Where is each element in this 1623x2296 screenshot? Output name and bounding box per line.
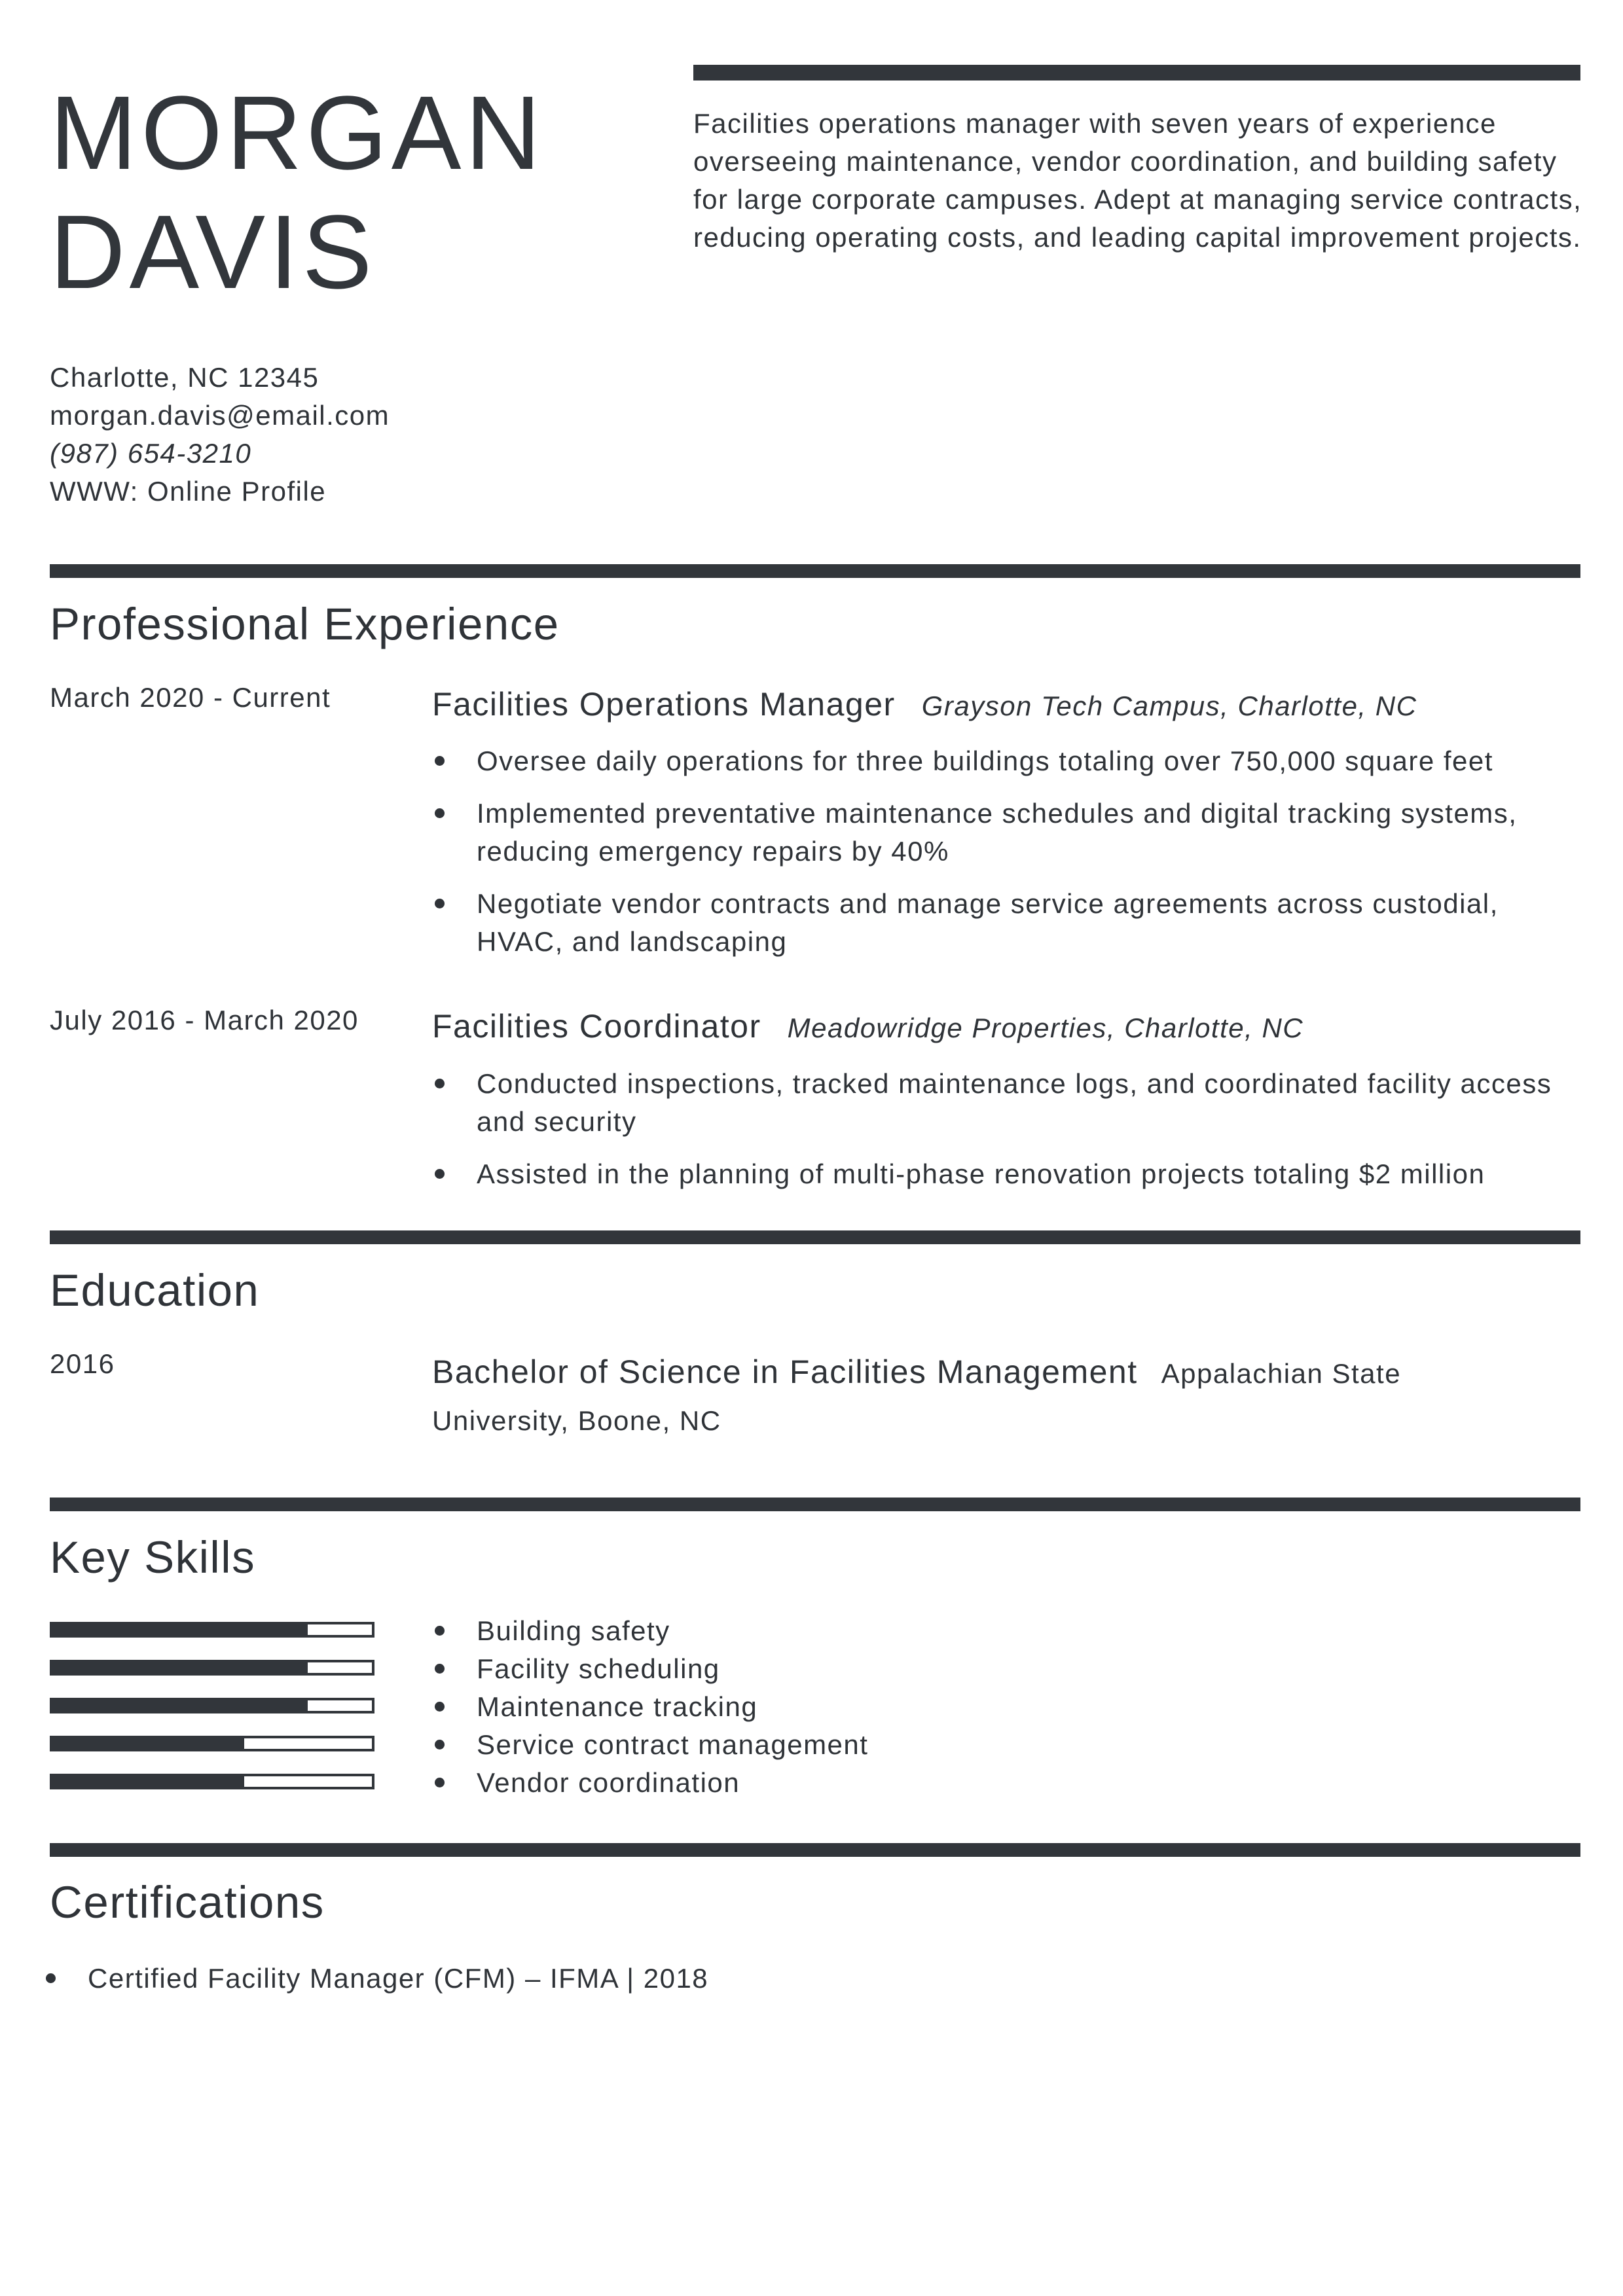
contact-email[interactable]: morgan.davis@email.com	[50, 400, 390, 431]
experience-section-title: Professional Experience	[50, 599, 560, 649]
job-1-bullet-list	[432, 742, 1584, 961]
education-school: Appalachian State University, Boone, NC	[432, 1358, 1402, 1436]
education-year: 2016	[50, 1348, 115, 1379]
job-1-heading	[432, 685, 1417, 723]
skills-section-title: Key Skills	[50, 1532, 256, 1583]
job-2-bullet: Assisted in the planning of multi-phase renovation projects totaling $2 million	[432, 1155, 1558, 1193]
job-1-organization: Grayson Tech Campus, Charlotte, NC	[921, 691, 1417, 721]
certifications-section-title: Certifications	[50, 1877, 325, 1928]
job-1-role: Facilities Operations Manager	[432, 686, 896, 723]
skill-level-bar	[50, 1698, 374, 1713]
job-2-dates: July 2016 - March 2020	[50, 1005, 359, 1035]
job-2-heading	[432, 1007, 1304, 1045]
education-degree: Bachelor of Science in Facilities Management	[432, 1354, 1138, 1390]
skill-level-bar	[50, 1774, 374, 1789]
first-name: MORGAN	[50, 74, 545, 191]
job-1-bullet: Negotiate vendor contracts and manage service agreements across custodial, HVAC, and landscaping	[432, 885, 1584, 961]
job-2-organization: Meadowridge Properties, Charlotte, NC	[787, 1013, 1304, 1043]
job-1-dates: March 2020 - Current	[50, 682, 331, 713]
skill-item: Facility scheduling	[432, 1650, 1218, 1688]
skill-level-fill	[52, 1776, 244, 1787]
skill-item: Maintenance tracking	[432, 1688, 1218, 1726]
skills-section-rule	[50, 1498, 1580, 1511]
education-section-title: Education	[50, 1265, 260, 1316]
skill-item: Service contract management	[432, 1726, 1218, 1764]
experience-section-rule	[50, 564, 1580, 578]
education-section-rule	[50, 1230, 1580, 1244]
job-2-bullet-list	[432, 1065, 1558, 1193]
skills-list	[432, 1612, 1218, 1802]
summary-top-rule	[693, 65, 1580, 81]
skill-level-bar	[50, 1622, 374, 1638]
job-1-bullet: Implemented preventative maintenance schedules and digital tracking systems, reducing emergency repairs by 40%	[432, 795, 1584, 870]
skill-level-fill	[52, 1662, 308, 1673]
job-1-bullet: Oversee daily operations for three buildings totaling over 750,000 square feet	[432, 742, 1584, 780]
last-name: DAVIS	[50, 193, 376, 310]
contact-phone[interactable]: (987) 654-3210	[50, 438, 252, 469]
contact-address: Charlotte, NC 12345	[50, 362, 319, 393]
skill-level-fill	[52, 1700, 308, 1711]
certifications-list	[43, 1960, 1025, 1998]
skill-item: Vendor coordination	[432, 1764, 1218, 1802]
education-entry	[432, 1348, 1453, 1444]
certification-item: Certified Facility Manager (CFM) – IFMA | 2018	[43, 1960, 1025, 1998]
skill-item: Building safety	[432, 1612, 1218, 1650]
job-2-role: Facilities Coordinator	[432, 1008, 761, 1045]
contact-website[interactable]: WWW: Online Profile	[50, 476, 327, 507]
candidate-name	[50, 73, 545, 312]
skill-level-bar	[50, 1736, 374, 1751]
skill-level-fill	[52, 1624, 308, 1635]
skill-level-bar	[50, 1660, 374, 1676]
job-2-bullet: Conducted inspections, tracked maintenance logs, and coordinated facility access and security	[432, 1065, 1558, 1141]
professional-summary: Facilities operations manager with seven years of experience overseeing maintenance, vendor coordination, and building safety for large corporate campuses. Adept at managing service contracts, reducing operating costs, and leading capital improvement projects.	[693, 108, 1582, 253]
certifications-section-rule	[50, 1843, 1580, 1857]
contact-info	[50, 359, 390, 511]
skill-level-fill	[52, 1738, 244, 1749]
